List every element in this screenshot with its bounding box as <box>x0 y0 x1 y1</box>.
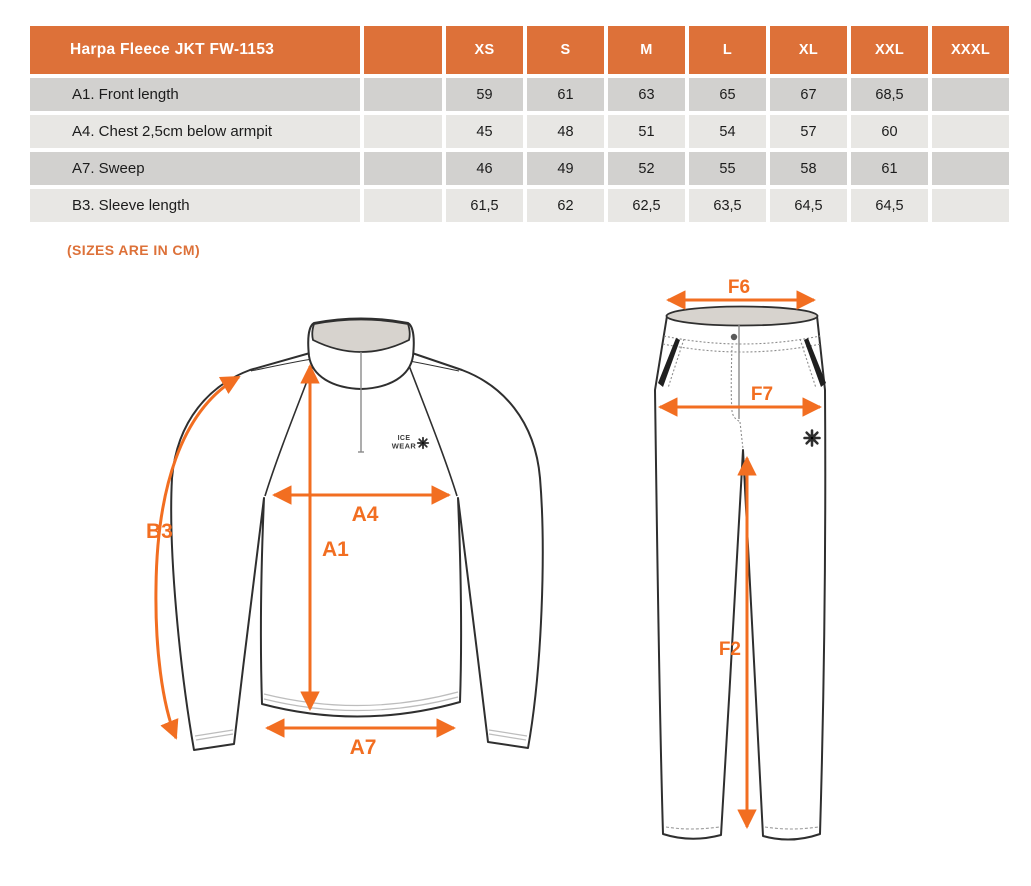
size-value-cell: 65 <box>689 78 766 111</box>
size-value-cell: 60 <box>851 115 928 148</box>
f2-label: F2 <box>718 639 741 660</box>
f7-label: F7 <box>750 384 774 405</box>
sizes-unit-note: (SIZES ARE IN CM) <box>67 242 201 258</box>
size-value-cell: 57 <box>770 115 847 148</box>
snowflake-icon <box>805 431 820 446</box>
pants-outline <box>655 316 825 840</box>
column-header-xxl: XXL <box>851 26 928 74</box>
snowflake-icon <box>418 438 429 449</box>
size-table <box>30 26 1009 222</box>
a4-label: A4 <box>351 503 379 526</box>
column-header-m: M <box>608 26 685 74</box>
size-value-cell: 63 <box>608 78 685 111</box>
a1-label: A1 <box>322 538 349 561</box>
size-value-cell: 48 <box>527 115 604 148</box>
size-value-cell: 61 <box>527 78 604 111</box>
waist-opening <box>667 307 818 326</box>
waist-button <box>731 334 737 340</box>
size-value-cell: 68,5 <box>851 78 928 111</box>
size-value-cell: 67 <box>770 78 847 111</box>
size-value-cell: 61 <box>851 152 928 185</box>
size-value-cell <box>932 78 1009 111</box>
row-spacer <box>364 152 442 185</box>
size-value-cell <box>932 152 1009 185</box>
size-value-cell: 62 <box>527 189 604 222</box>
size-value-cell: 59 <box>446 78 523 111</box>
measurement-label: A7. Sweep <box>30 152 360 185</box>
column-header-xxxl: XXXL <box>932 26 1009 74</box>
column-header-xs: XS <box>446 26 523 74</box>
size-value-cell: 62,5 <box>608 189 685 222</box>
table-header-spacer <box>364 26 442 74</box>
size-value-cell: 46 <box>446 152 523 185</box>
size-value-cell: 54 <box>689 115 766 148</box>
jacket-diagram <box>130 292 580 770</box>
column-header-l: L <box>689 26 766 74</box>
a7-label: A7 <box>349 736 377 759</box>
row-spacer <box>364 115 442 148</box>
jacket-body-outline <box>171 353 542 750</box>
table-title: Harpa Fleece JKT FW-1153 <box>30 26 360 74</box>
brand-logo-text: ICE <box>397 435 411 442</box>
column-header-s: S <box>527 26 604 74</box>
row-spacer <box>364 78 442 111</box>
pants-diagram <box>628 278 872 864</box>
f6-label: F6 <box>727 277 751 298</box>
measurement-label: A4. Chest 2,5cm below armpit <box>30 115 360 148</box>
size-value-cell: 51 <box>608 115 685 148</box>
measurement-label: A1. Front length <box>30 78 360 111</box>
size-value-cell <box>932 189 1009 222</box>
size-value-cell: 55 <box>689 152 766 185</box>
size-value-cell: 52 <box>608 152 685 185</box>
size-value-cell: 61,5 <box>446 189 523 222</box>
size-value-cell: 63,5 <box>689 189 766 222</box>
row-spacer <box>364 189 442 222</box>
size-value-cell: 64,5 <box>770 189 847 222</box>
measurement-label: B3. Sleeve length <box>30 189 360 222</box>
size-value-cell: 45 <box>446 115 523 148</box>
size-value-cell <box>932 115 1009 148</box>
size-value-cell: 49 <box>527 152 604 185</box>
size-value-cell: 64,5 <box>851 189 928 222</box>
b3-label: B3 <box>146 520 173 543</box>
brand-logo-text: WEAR <box>391 441 417 451</box>
column-header-xl: XL <box>770 26 847 74</box>
size-value-cell: 58 <box>770 152 847 185</box>
